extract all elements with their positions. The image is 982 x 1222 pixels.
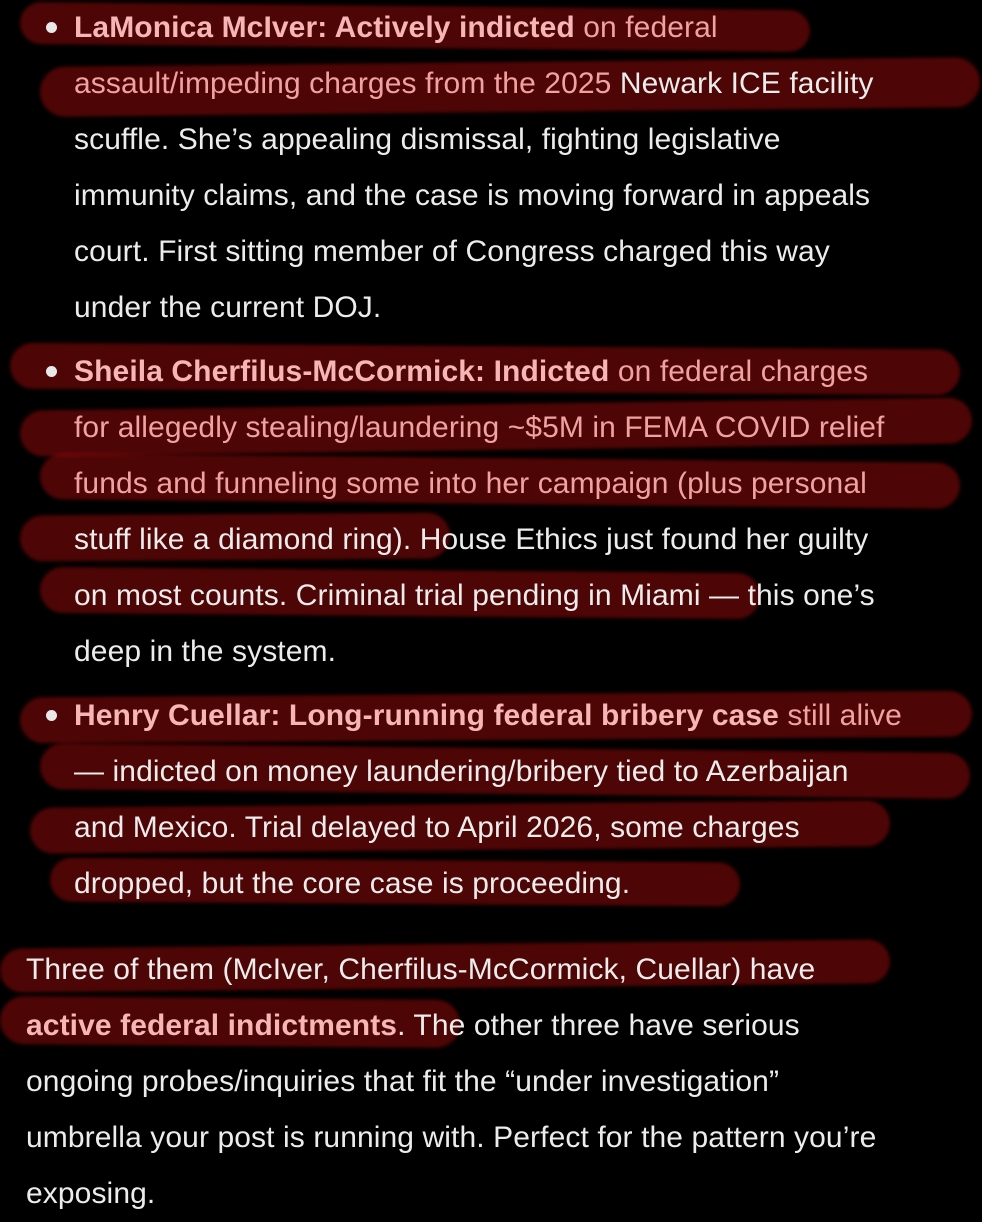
list-item-line — [74, 0, 718, 56]
list-item-line: dropped, but the core case is proceeding. — [74, 867, 631, 900]
list-item-line: stuff like a diamond ring). House Ethics just found her guilty — [74, 523, 869, 556]
status-label: Long-running federal bribery case — [288, 699, 779, 732]
summary-line — [26, 998, 800, 1054]
colon: : — [475, 355, 494, 388]
summary-line: ongoing probes/inquiries that fit the “under investigation” — [26, 1065, 780, 1098]
summary-line: umbrella your post is running with. Perfect for the pattern you’re — [26, 1121, 877, 1154]
list-item-line: deep in the system. — [74, 635, 337, 668]
summary-tail: . The other three have serious — [397, 1009, 800, 1042]
list-item-line: on most counts. Criminal trial pending in Miami — this one’s — [74, 579, 875, 612]
bullet-dot — [46, 22, 57, 33]
bullet-dot — [46, 710, 57, 721]
list-item-line: funds and funneling some into her campaign (plus personal — [74, 467, 867, 500]
line-tail: on federal charges — [609, 355, 869, 388]
line-tail: still alive — [778, 699, 902, 732]
list-item-line — [74, 56, 874, 112]
line-text: assault/impeding charges from the 2025 — [74, 67, 612, 100]
bullet-dot — [46, 366, 57, 377]
colon: : — [270, 699, 289, 732]
summary-line: exposing. — [26, 1177, 156, 1210]
status-label: Indicted — [493, 355, 610, 388]
list-item-line — [74, 344, 868, 400]
list-item-line: and Mexico. Trial delayed to April 2026, some charges — [74, 811, 800, 844]
person-name: Sheila Cherfilus-McCormick — [74, 355, 476, 388]
list-item-line: immunity claims, and the case is moving forward in appeals — [74, 179, 871, 212]
person-name: LaMonica McIver — [74, 11, 318, 44]
summary-line: Three of them (McIver, Cherfilus-McCormick, Cuellar) have — [26, 953, 816, 986]
colon: : — [317, 11, 335, 44]
status-label: Actively indicted — [334, 11, 575, 44]
list-item-line: scuffle. She’s appealing dismissal, fighting legislative — [74, 123, 781, 156]
list-item-line: court. First sitting member of Congress charged this way — [74, 235, 830, 268]
list-item-line: for allegedly stealing/laundering ~$5M in FEMA COVID relief — [74, 411, 885, 444]
line-tail: Newark ICE facility — [611, 67, 874, 100]
line-tail: on federal — [574, 11, 718, 44]
list-item-line — [74, 688, 902, 744]
list-item-line: — indicted on money laundering/bribery tied to Azerbaijan — [74, 755, 849, 788]
summary-emphasis: active federal indictments — [26, 1009, 398, 1042]
person-name: Henry Cuellar — [74, 699, 271, 732]
list-item-line: under the current DOJ. — [74, 291, 382, 324]
